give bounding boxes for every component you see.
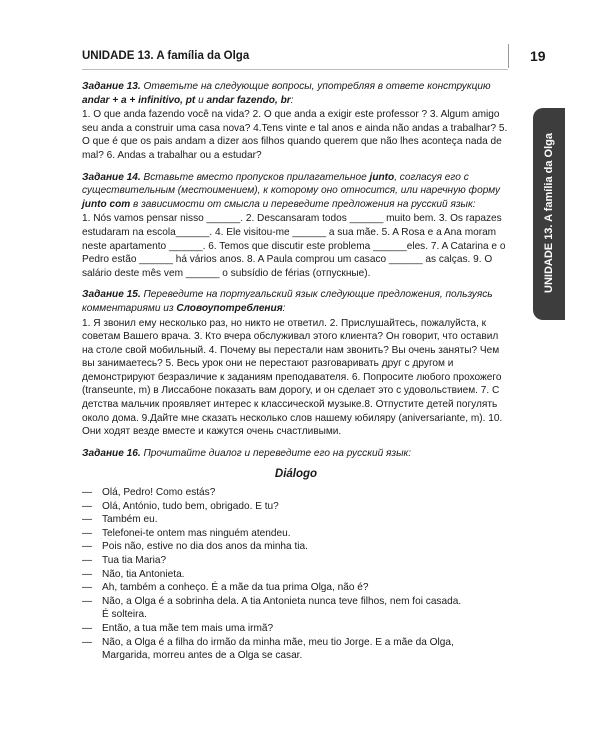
side-tab-label: UNIDADE 13. A família da Olga (543, 133, 556, 293)
dialog-line: — Pois não, estive no dia dos anos da minha tia. (82, 541, 308, 553)
dialog-line: — Olá, António, tudo bem, obrigado. E tu? (82, 500, 279, 512)
task-body: 1. Я звонил ему несколько раз, но никто не ответил. 2. Прислушайтесь, пожалуйста, к советам Вашего врача. 3. Кто вчера обслуживал этого клиента? Он говорит, что оставил на столе свой мобильный. 4. Почему вы перестали нам звонить? Вы очень заняты? Чем вы занимаетесь? 5. Весь урок они не перестают разговаривать друг с другом и демонстрируют безразличие к заданиям преподавателя. 6. Попросите любого прохожего (transeunte, m) в Лиссабоне показать вам дорогу, и он сделает это с удовольствием. 7. С детства мальчик проявляет интерес к классической музыке.8. Отпустите детей погулять около дома. 9.Дайте мне сказать несколько слов нашему юбиляру (aniversariante, m). 10. Они ходят везде вместе и кажутся очень счастливыми. (82, 317, 503, 438)
task-label: Задание 13. (82, 81, 141, 92)
dialog-dash: — (82, 500, 93, 512)
dialog-title: Diálogo (274, 468, 318, 481)
dialog-line: — Ah, também a conheço. É a mãe da tua prima Olga, não é? (82, 582, 369, 594)
header-divider (508, 44, 509, 68)
dialog-dash: — (82, 541, 93, 553)
task-keyword: andar fazendo, br (206, 94, 291, 106)
dialog-dash: — (82, 622, 93, 634)
dialog-line: — Então, a tua mãe tem mais uma irmã? (82, 622, 274, 634)
page-number: 19 (530, 48, 546, 64)
task-keyword: andar + a + infinitivo, pt (82, 94, 196, 106)
page-content (82, 80, 510, 663)
running-header: UNIDADE 13. A família da Olga (82, 50, 250, 62)
dialog-dash: — (82, 582, 93, 594)
dialog-line: — Olá, Pedro! Como estás? (82, 487, 216, 499)
task-keyword: junto com (82, 198, 131, 210)
dialog-dash: — (82, 527, 93, 539)
task-instruction: Задание 13. Ответьте на следующие вопросы, употребляя в ответе конструкцию andar + a + infinitivo, pt и andar fazendo, br: (82, 81, 491, 106)
dialog-line: — Tua tia Maria? (82, 555, 167, 566)
task-body: 1. O que anda fazendo você na vida? 2. O que anda a exigir este professor ? 3. Algum amigo seu anda a construir uma casa nova? 4.Tens vinte e tal anos e ainda não andas a trabalhar? 5. O que é que os pais andam a dizer aos filhos quando querem que não lhes aconteça nada de mal? 6. Andas a trabalhar ou a estudar? (82, 109, 508, 161)
dialog-line: — Também eu. (82, 514, 158, 526)
task-keyword: Словоупотребления (176, 302, 283, 314)
header-rule (82, 69, 508, 70)
task-keyword: junto (369, 171, 395, 183)
dialog-line-continuation: É solteira. (102, 609, 147, 621)
dialog-line-continuation: Margarida, morreu antes de a Olga se casar. (102, 650, 303, 662)
dialog-dash: — (82, 555, 93, 566)
task-instruction: Задание 14. Вставьте вместо пропусков прилагательное junto, согласуя его с существительным (местоимением), к которому оно относится, или наречную форму junto com в зависимости от смысла и переведите предложения на русский язык: (82, 171, 501, 210)
dialog-dash: — (82, 568, 93, 580)
task-instruction: Задание 16. Прочитайте диалог и переведите его на русский язык: (82, 447, 412, 459)
task-14 (82, 171, 510, 281)
dialog-line: — Não, tia Antonieta. (82, 568, 185, 580)
dialog-dash: — (82, 636, 93, 648)
task-label: Задание 15. (82, 289, 141, 301)
task-13 (82, 80, 510, 163)
task-15 (82, 288, 510, 439)
task-label: Задание 14. (82, 171, 141, 183)
task-body: 1. Nós vamos pensar nisso ______. 2. Descansaram todos ______ muito bem. 3. Os rapazes estudaram na escola______. 4. Ele visitou-me ______ a sua mãe. 5. A Rosa e a Ana moram neste apartamento ______. 6. Temos que discutir este problema ______eles. 7. A Catarina e o Pedro estão ______ há vários anos. 8. A Paula comprou um casaco ______ as calças. 9. O salário deste mês vem ______ o subsídio de férias (отпускные). (82, 213, 506, 279)
dialog-line: — Não, a Olga é a sobrinha dela. A tia Antonieta nunca teve filhos, nem foi casada. (82, 595, 462, 607)
task-instruction: Задание 15. Переведите на португальский язык следующие предложения, пользуясь комментариями из Словоупотребления: (82, 289, 493, 314)
dialog-dash: — (82, 514, 93, 526)
task-16 (82, 447, 510, 461)
task-label: Задание 16. (82, 447, 141, 459)
dialog-dash: — (82, 487, 93, 499)
dialog-line: — Telefonei-te ontem mas ninguém atendeu. (82, 527, 291, 539)
dialog-line: — Não, a Olga é a filha do irmão da minha mãe, meu tio Jorge. E a mãe da Olga, (82, 636, 454, 648)
chapter-side-tab (533, 108, 565, 320)
dialog (82, 486, 510, 663)
dialog-dash: — (82, 595, 93, 607)
